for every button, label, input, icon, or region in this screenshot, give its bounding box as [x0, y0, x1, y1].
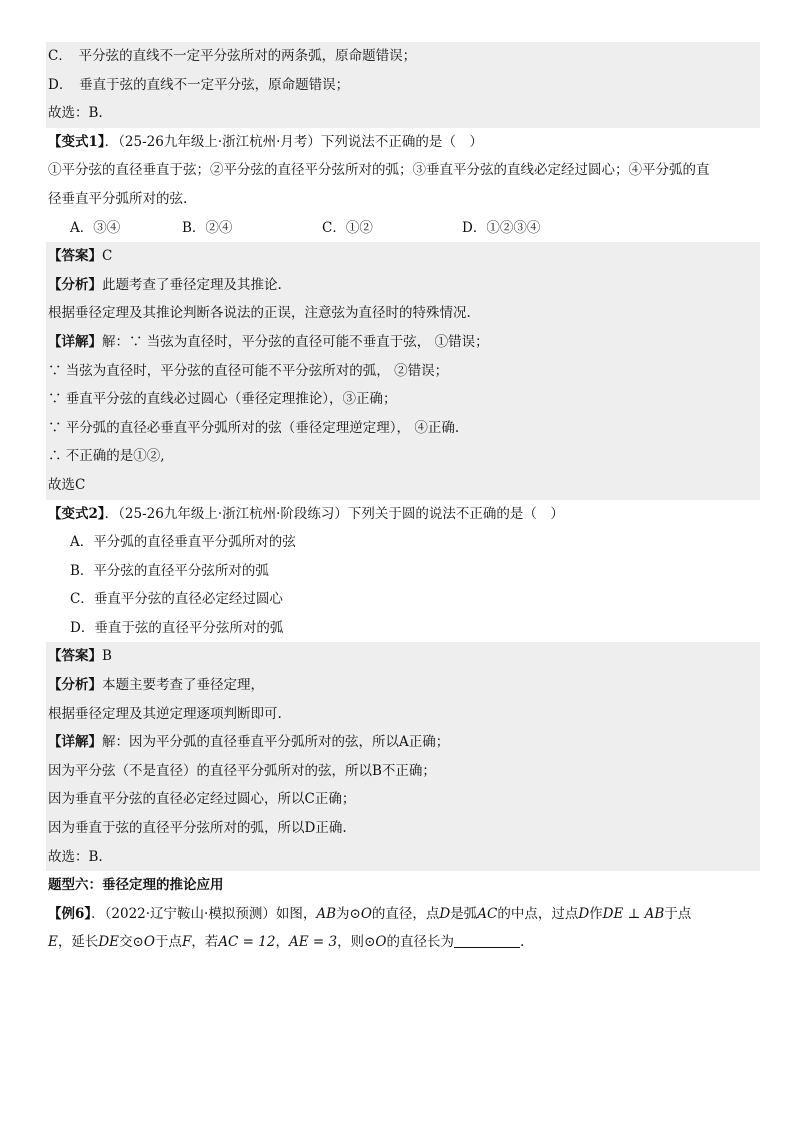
example6-point-d: D [439, 905, 451, 922]
variant1-question [46, 128, 760, 242]
example6-text-ruo: ，若 [191, 934, 219, 951]
variant2-detail-1-text: 解：因为平分弧的直径垂直平分弧所对的弦，所以A正确； [102, 734, 450, 751]
variant2-answer-value: B [102, 648, 112, 665]
example6-text-yudian: 于点 [664, 905, 692, 922]
example6-text-arc: 是弧 [450, 905, 478, 922]
variant1-option-b: B．②④ [182, 219, 233, 236]
variant2-option-a: A．平分弧的直径垂直平分弧所对的弦 [70, 534, 296, 551]
example6-text-jiao: 交 [119, 934, 133, 951]
example6-text-ze: ，则 [337, 934, 365, 951]
variant1-answer [46, 242, 760, 271]
variant1-statement-2: 径垂直平分弧所对的弦. [48, 190, 188, 207]
variant1-analysis-2: 根据垂径定理及其推论判断各说法的正误，注意弦为直径时的特殊情况. [48, 305, 471, 322]
variant1-analysis [46, 271, 760, 300]
example6-ab: AB [316, 905, 337, 922]
example6-text-at-f: 于点 [154, 934, 182, 951]
variant1-detail-3: ∵ 垂直平分弦的直线必过圆心（垂径定理推论），③正确； [48, 391, 397, 408]
variant2-analysis-text: 本题主要考查了垂径定理， [102, 677, 264, 694]
variant1-stem [46, 128, 760, 157]
variant2-answer-label: 【答案】 [48, 648, 102, 665]
example6-text-end: . [519, 934, 525, 951]
variant2-stem [46, 500, 760, 529]
circle-o-symbol-2: ⊙O [132, 934, 155, 951]
example6-point-f: F [181, 934, 192, 951]
variant1-detail-5: ∴ 不正确的是①②, [48, 448, 165, 465]
variant2-stem-text: ．（25-26九年级上·浙江杭州·阶段练习）下列关于圆的说法不正确的是（ ） [104, 505, 564, 522]
example6-text-zuo: 作 [589, 905, 603, 922]
section-title: 题型六：垂径定理的推论应用 [48, 877, 224, 894]
example6-text-ask: 的直径长为 [386, 934, 454, 951]
variant1-stem-text: ．（25-26九年级上·浙江杭州·月考）下列说法不正确的是（ ） [104, 133, 483, 150]
variant1-detail-1 [46, 328, 760, 357]
variant2-analysis-2: 根据垂径定理及其逆定理逐项判断即可. [48, 705, 282, 722]
variant2-label: 【变式2】 [48, 505, 105, 522]
example6-line-1 [46, 900, 760, 929]
variant1-analysis-text: 此题考查了垂径定理及其推论. [102, 276, 282, 293]
solution-line-c: C． 平分弦的直线不一定平分弦所对的两条弧，原命题错误； [48, 48, 417, 64]
variant2-solution [46, 642, 760, 871]
variant2-detail-1 [46, 728, 760, 757]
example6-point-e: E [48, 934, 58, 951]
variant1-options [46, 214, 760, 243]
example6-line-2 [46, 928, 760, 957]
circle-o-symbol-3: ⊙O [364, 934, 387, 951]
document-page [46, 42, 760, 957]
variant2-option-b: B．平分弦的直径平分弦所对的弧 [70, 562, 269, 579]
solution-line-d: D． 垂直于弦的直线不一定平分弦，原命题错误； [48, 76, 350, 93]
variant1-analysis-label: 【分析】 [48, 276, 102, 293]
variant1-answer-value: C [102, 248, 113, 265]
example6-text-mid: 的中点，过点 [497, 905, 579, 922]
variant1-solution [46, 242, 760, 499]
variant1-answer-label: 【答案】 [48, 248, 102, 265]
solution-answer: 故选：B. [48, 105, 103, 122]
variant1-conclusion: 故选C [48, 476, 86, 493]
variant1-detail-1-text: 解：∵ 当弦为直径时，平分弦的直径可能不垂直于弦， ①错误； [102, 333, 489, 350]
example6-text-wei: 为 [336, 905, 350, 922]
variant1-option-c: C．①② [322, 219, 373, 236]
variant2-option-d: D．垂直于弦的直径平分弦所对的弧 [70, 619, 284, 636]
variant2-question [46, 500, 760, 643]
example6-ae-eq: AE = 3 [288, 934, 338, 951]
variant1-option-d: D．①②③④ [462, 219, 541, 236]
variant1-label: 【变式1】 [48, 133, 105, 150]
variant2-detail-4: 因为垂直于弦的直径平分弦所对的弧，所以D正确. [48, 820, 347, 837]
example6-point-d2: D [578, 905, 590, 922]
circle-o-symbol: ⊙O [349, 905, 372, 922]
answer-blank[interactable] [454, 933, 520, 948]
variant1-detail-2: ∵ 当弦为直径时，平分弦的直径可能不平分弦所对的弧， ②错误； [48, 362, 449, 379]
variant1-statement-1: ①平分弦的直径垂直于弦；②平分弦的直径平分弦所对的弧；③垂直平分弦的直线必定经过圆心；④平分弧的直 [48, 162, 710, 179]
example6-ac-eq: AC = 12 [218, 934, 276, 951]
variant2-detail-label: 【详解】 [48, 734, 102, 751]
variant2-analysis-label: 【分析】 [48, 677, 102, 694]
example6-arc-ac: AC [477, 905, 498, 922]
variant1-option-a: A．③④ [70, 219, 121, 236]
example6-source: ．（2022·辽宁鞍山·模拟预测）如图， [91, 905, 317, 922]
variant2-detail-3: 因为垂直平分弦的直径必定经过圆心，所以C正确； [48, 791, 356, 808]
example6-de: DE [98, 934, 120, 951]
variant2-option-c: C．垂直平分弦的直径必定经过圆心 [70, 591, 283, 608]
variant1-detail-4: ∵ 平分弧的直径必垂直平分弧所对的弦（垂径定理逆定理）， ④正确. [48, 419, 460, 436]
variant2-analysis [46, 671, 760, 700]
example6-text-diam: 的直径，点 [371, 905, 440, 922]
example6-question [46, 900, 760, 957]
example6-text-extend: ，延长 [57, 934, 99, 951]
example6-text-comma: ， [275, 934, 289, 951]
example6-label: 【例6】 [48, 905, 92, 922]
variant2-conclusion: 故选：B. [48, 848, 103, 865]
variant2-detail-2: 因为平分弦（不是直径）的直径平分弧所对的弦，所以B不正确； [48, 762, 436, 779]
example6-de-perp-ab: DE ⊥ AB [602, 905, 665, 922]
variant1-detail-label: 【详解】 [48, 333, 102, 350]
variant2-answer [46, 642, 760, 671]
solution-block-previous [46, 42, 760, 128]
